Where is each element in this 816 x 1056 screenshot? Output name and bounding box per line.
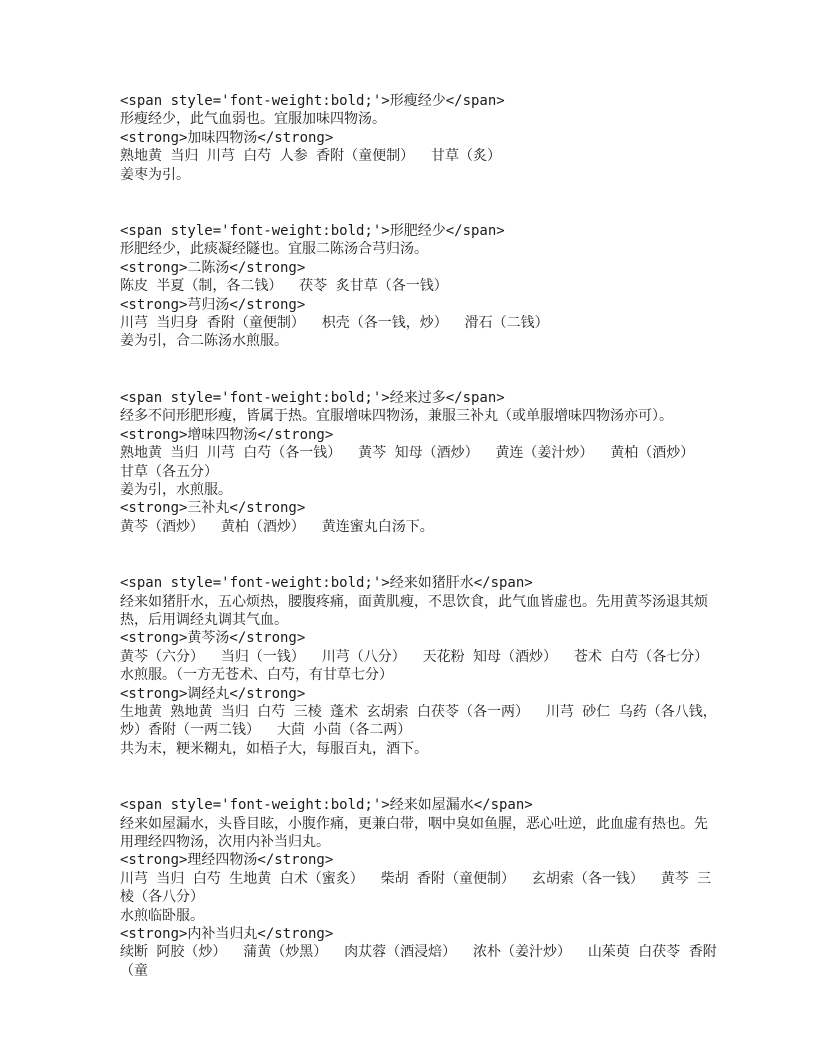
text-line: 陈皮 半夏（制，各二钱） 茯苓 炙甘草（各一钱） — [120, 278, 448, 295]
text-line: <strong>调经丸</strong> — [120, 685, 306, 702]
text-line: 续断 阿胶（炒） 蒲黄（炒黑） 肉苁蓉（酒浸焙） 浓朴（姜汁炒） 山茱萸 白茯苓 香附（童 — [120, 944, 717, 979]
text-block — [120, 389, 718, 536]
section-heading-raw-line: <span style='font-weight:bold;'>形肥经少</span> — [120, 223, 505, 240]
text-line: 形瘦经少，此气血弱也。宜服加味四物汤。 — [120, 111, 386, 128]
document-body — [120, 92, 718, 980]
text-block — [120, 796, 718, 980]
text-line: <strong>二陈汤</strong> — [120, 259, 306, 276]
text-block — [120, 92, 718, 184]
section-heading-raw-line: <span style='font-weight:bold;'>经来过多</span> — [120, 389, 505, 406]
text-line: 姜为引，水煎服。 — [120, 481, 232, 498]
text-line: 熟地黄 当归 川芎 白芍（各一钱） 黄芩 知母（酒炒） 黄连（姜汁炒） 黄柏（酒炒） 甘草（各五分） — [120, 445, 712, 480]
text-line: 共为末，粳米糊丸，如梧子大，每服百丸，酒下。 — [120, 740, 428, 757]
text-line: <strong>黄芩汤</strong> — [120, 630, 306, 647]
text-line: 经来如屋漏水，头昏目眩，小腹作痛，更兼白带，咽中臭如鱼腥，恶心吐逆，此血虚有热也。先用理经四物汤，次用内补当归丸。 — [120, 815, 708, 850]
text-line: <strong>芎归汤</strong> — [120, 296, 306, 313]
text-line: 黄芩（酒炒） 黄柏（酒炒） 黄连蜜丸白汤下。 — [120, 518, 434, 535]
text-line: <strong>内补当归丸</strong> — [120, 926, 334, 943]
text-line: 姜为引，合二陈汤水煎服。 — [120, 333, 288, 350]
text-line: 水煎服。（一方无苍术、白芍，有甘草七分） — [120, 667, 393, 684]
text-line: 川芎 当归身 香附（童便制） 枳壳（各一钱，炒） 滑石（二钱） — [120, 315, 549, 332]
text-line: 黄芩（六分） 当归（一钱） 川芎（八分） 天花粉 知母（酒炒） 苍术 白芍（各七分） — [120, 648, 709, 665]
text-line: 经多不问形肥形瘦，皆属于热。宜服增味四物汤，兼服三补丸（或单服增味四物汤亦可）。 — [120, 408, 673, 425]
text-block — [120, 222, 718, 351]
text-line: 经来如猪肝水，五心烦热，腰腹疼痛，面黄肌瘦，不思饮食，此气血皆虚也。先用黄芩汤退其烦热，后用调经丸调其气血。 — [120, 593, 708, 628]
text-line: <strong>理经四物汤</strong> — [120, 852, 334, 869]
section-heading-raw-line: <span style='font-weight:bold;'>形瘦经少</span> — [120, 93, 505, 109]
text-line: 熟地黄 当归 川芎 白芍 人参 香附（童便制） 甘草（炙） — [120, 148, 501, 165]
text-line: 水煎临卧服。 — [120, 907, 204, 924]
text-line: <strong>三补丸</strong> — [120, 500, 306, 517]
text-line: 川芎 当归 白芍 生地黄 白术（蜜炙） 柴胡 香附（童便制） 玄胡索（各一钱） 黄芩 三棱（各八分） — [120, 870, 712, 906]
text-line: 形肥经少，此痰凝经隧也。宜服二陈汤合芎归汤。 — [120, 241, 428, 258]
text-line: <strong>加味四物汤</strong> — [120, 129, 334, 146]
text-line: <strong>增味四物汤</strong> — [120, 426, 334, 443]
text-block — [120, 574, 718, 758]
section-heading-raw-line: <span style='font-weight:bold;'>经来如猪肝水</span> — [120, 575, 533, 592]
text-line: 姜枣为引。 — [120, 166, 190, 183]
text-line: 生地黄 熟地黄 当归 白芍 三棱 蓬术 玄胡索 白茯苓（各一两） 川芎 砂仁 乌药（各八钱，炒）香附（一两二钱） 大茴 小茴（各二两） — [120, 703, 717, 739]
section-heading-raw-line: <span style='font-weight:bold;'>经来如屋漏水</span> — [120, 797, 533, 814]
